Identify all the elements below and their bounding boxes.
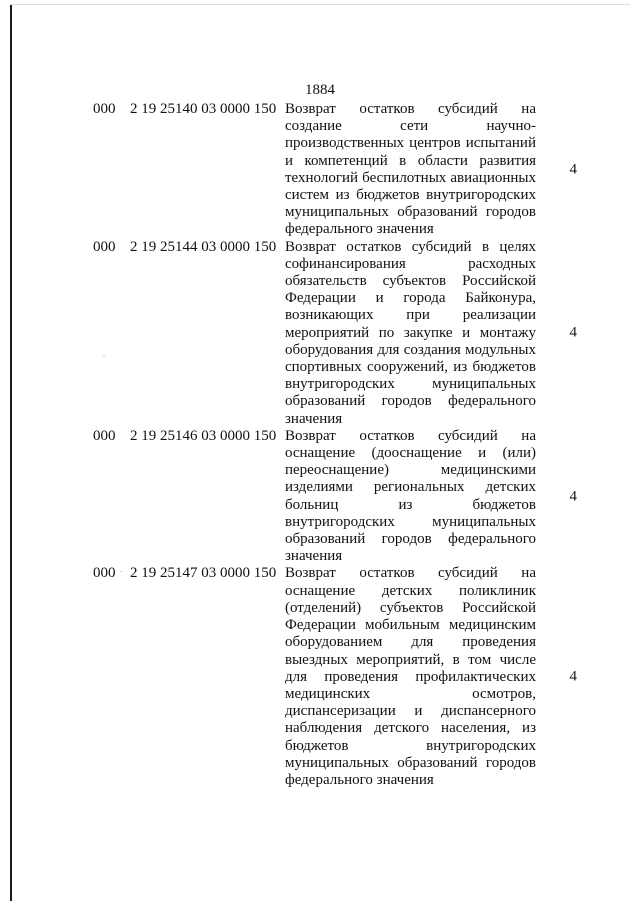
admin-code: 000 [93, 427, 116, 444]
budget-classification-code: 2 19 25140 03 0000 150 [130, 101, 277, 117]
amount-value: 4 [569, 488, 577, 505]
page-number: 1884 [305, 82, 335, 98]
scan-speck: . [103, 350, 105, 359]
table-row [0, 101, 640, 239]
table-row [0, 428, 640, 566]
table-row [0, 565, 640, 789]
income-description: Возврат остатков субсидий на создание сети научно-производственных центров испытаний и компетенций в области развития технологий беспилотных авиационных систем из бюджетов внутригородских муниципальных образований городов федерального значения [285, 101, 536, 238]
scan-speck: . [120, 565, 122, 574]
page-top-edge [10, 4, 630, 5]
budget-classification-code: 2 19 25147 03 0000 150 [130, 565, 277, 582]
budget-code-table [0, 101, 640, 789]
income-description: Возврат остатков субсидий в целях софинансирования расходных обязательств субъектов Российской Федерации и города Байконура, возникающих при реализации мероприятий по закупке и монтажу оборудования для создания модульных спортивных сооружений, из бюджетов внутригородских муниципальных образований городов федерального значения [285, 238, 536, 427]
admin-code: 000 [93, 101, 116, 117]
budget-classification-code: 2 19 25144 03 0000 150 [130, 238, 277, 255]
admin-code: 000 [93, 238, 116, 255]
income-description: Возврат остатков субсидий на оснащение (дооснащение и (или) переоснащение) медицинскими изделиями региональных детских больниц из бюджетов внутригородских муниципальных образований городов федерального значения [285, 427, 536, 565]
budget-classification-code: 2 19 25146 03 0000 150 [130, 427, 277, 444]
table-row [0, 239, 640, 428]
admin-code: 000 [93, 565, 116, 582]
amount-value: 4 [569, 161, 577, 178]
amount-value: 4 [569, 324, 577, 341]
amount-value: 4 [569, 668, 577, 685]
income-description: Возврат остатков субсидий на оснащение детских поликлиник (отделений) субъектов Российской Федерации мобильным медицинским оборудованием для проведения выездных мероприятий, в том числе для проведения профилактических медицинских осмотров, диспансеризации и диспансерного наблюдения детского населения, из бюджетов внутригородских муниципальных образований городов федерального значения [285, 565, 536, 788]
